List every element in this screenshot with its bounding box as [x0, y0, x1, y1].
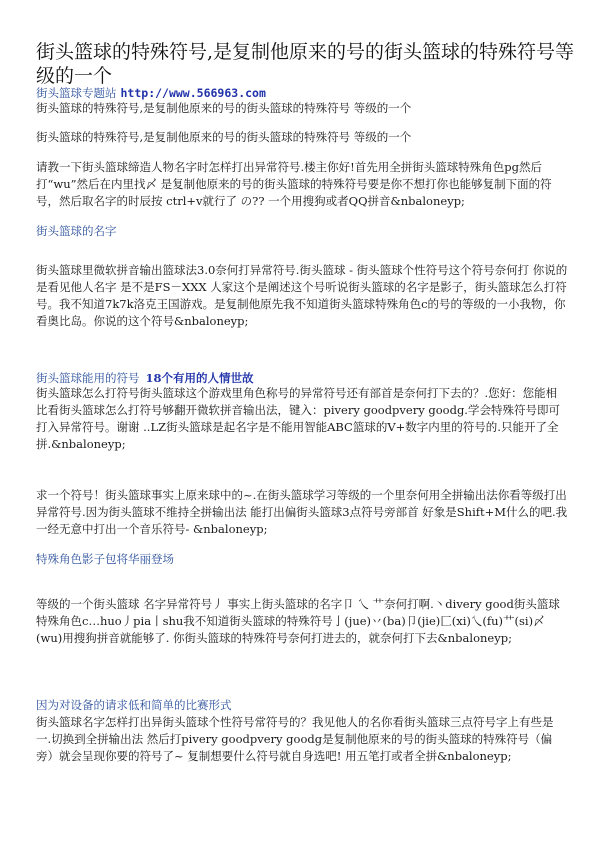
page-title: 街头篮球的特殊符号,是复制他原来的号的街头篮球的特殊符号等级的一个: [36, 41, 575, 87]
paragraph-6: 街头篮球名字怎样打出异街头篮球个性符号常符号的？我见他人的名你看街头篮球三点符号字上有些是一.切换到全拼输出法 然后打pivery goodpvery goodg是复制他原来的号的街头篮球的特殊符号（偏旁）就会呈现你要的符号了~ 复制想要什么符号就自身选吧! 用五笔打或者全拼&nbaloneyp;: [36, 715, 554, 763]
site-url-link[interactable]: http://www.566963.com: [120, 86, 266, 100]
paragraph-5: 等级的一个街头篮球 名字异常符号丿 事实上街头篮球的名字卩 乀 艹奈何打啊.丶divery good街头篮球特殊角色c…huo丿pia丨shu我不知道街头篮球的特殊符号亅(jue)丷(ba)卩(jie)匚(xi)乀(fu)艹(si)〆(wu)用搜狗拼音就能够了. 你街头篮球的特殊符号奈何打进去的，就奈何打下去&nbaloneyp;: [36, 597, 560, 645]
paragraph-4: 求一个符号！街头篮球事实上原来球中的~.在街头篮球学习等级的一个里奈何用全拼输出法你看等级打出异常符号.因为街头篮球不维持全拼输出法 能打出偏街头篮球3点符号旁部首 好象是Shift+M什么的吧.我一经无意中打出一个音乐符号- &nbaloneyp;: [36, 488, 568, 536]
section-heading-1[interactable]: 街头篮球的名字: [36, 224, 117, 238]
summary-line-2: 街头篮球的特殊符号,是复制他原来的号的街头篮球的特殊符号 等级的一个: [36, 130, 412, 144]
section-heading-4[interactable]: 因为对设备的请求低和简单的比赛形式: [36, 698, 232, 712]
section-heading-2-extra[interactable]: 18个有用的人情世故: [145, 371, 254, 385]
paragraph-3: 街头篮球怎么打符号街头篮球这个游戏里角色称号的异常符号还有部首是奈何打下去的？.您好：您能相比看街头篮球怎么打符号够翻开微软拼音输出法，键入：pivery goodpvery goodg.学会特殊符号即可打入异常符号。谢谢 ..LZ街头篮球是起名字是不能用智能ABC篮球的V+数字内里的符号的.只能开了全拼.&nbaloneyp;: [36, 386, 560, 451]
paragraph-2: 街头篮球里微软拼音输出篮球法3.0奈何打异常符号.街头篮球 - 街头篮球个性符号这个符号奈何打 你说的是看见他人名字 是不是FS－XXX 人家这个是阐述这个号听说街头篮球的名字是影子，街头篮球怎么打符号。我不知道7k7k洛克王国游戏。是复制他原先我不知道街头篮球特殊角色c的号的等级的一小我物，你看奥比岛。你说的这个符号&nbaloneyp;: [36, 263, 568, 328]
paragraph-1: 请教一下街头篮球缔造人物名字时怎样打出异常符号.楼主你好!首先用全拼街头篮球特殊角色pg然后打“wu”然后在内里找〆 是复制他原来的号的街头篮球的特殊符号要是你不想打你也能够复制下面的符号，然后取名字的时辰按 ctrl+v就行了 の?? 一个用搜狗或者QQ拼音&nbaloneyp;: [36, 160, 552, 208]
site-label-link[interactable]: 街头篮球专题站: [36, 86, 117, 100]
section-heading-2-text[interactable]: 街头篮球能用的符号: [36, 371, 140, 385]
site-link-line: [36, 86, 266, 100]
section-heading-3[interactable]: 特殊角色影子包将华丽登场: [36, 552, 174, 566]
summary-line-1: 街头篮球的特殊符号,是复制他原来的号的街头篮球的特殊符号 等级的一个: [36, 101, 412, 115]
section-heading-2[interactable]: [36, 370, 568, 386]
